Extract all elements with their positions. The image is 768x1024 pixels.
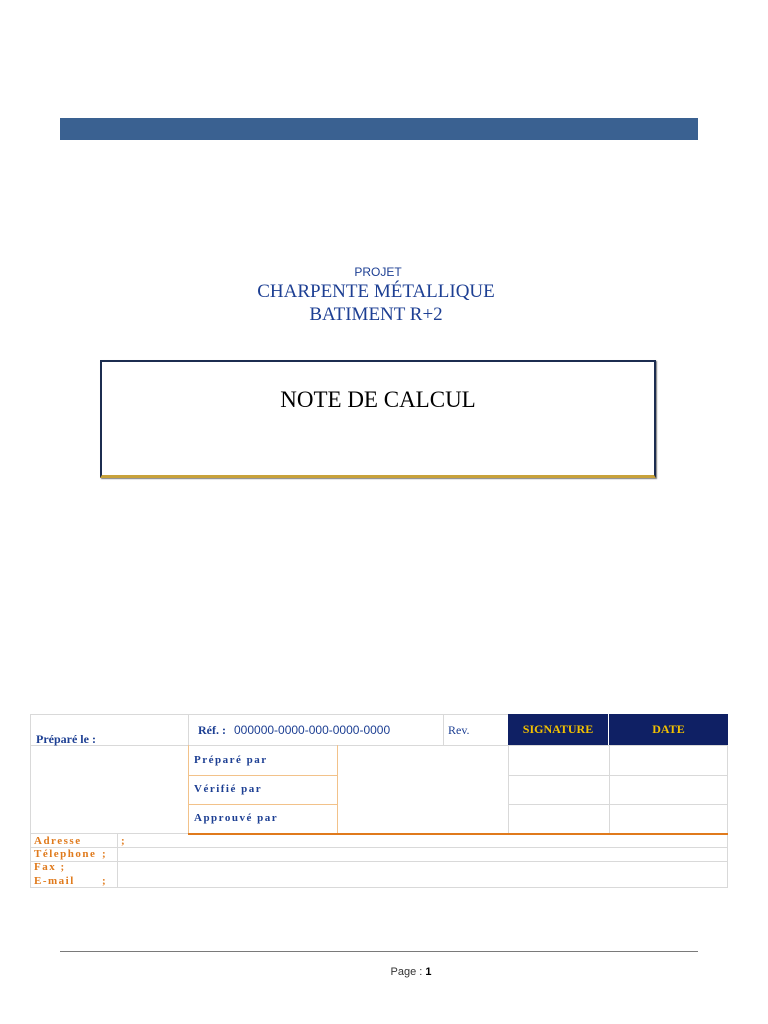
- table-col-divider: [188, 714, 189, 745]
- signature-column-header: SIGNATURE: [508, 714, 608, 745]
- note-title-box: [100, 360, 656, 478]
- table-border-top: [30, 714, 508, 715]
- role-approved-by: Approuvé par: [194, 812, 279, 824]
- phone-separator: ;: [102, 848, 106, 860]
- email-separator: ;: [102, 875, 106, 887]
- revision-label: Rev.: [448, 723, 470, 737]
- date-column-header: DATE: [609, 714, 728, 745]
- role-prepared-by: Préparé par: [194, 754, 268, 766]
- email-label: E-mail: [34, 875, 75, 887]
- project-subtitle: BATIMENT R+2: [309, 304, 443, 325]
- table-orange-divider: [188, 833, 728, 835]
- footer-divider: [60, 951, 698, 952]
- table-border-right: [727, 745, 728, 888]
- table-col-divider: [609, 745, 610, 833]
- table-col-divider: [508, 745, 509, 833]
- fax-label: Fax ;: [34, 861, 66, 873]
- ref-label: Réf. :: [198, 723, 226, 737]
- table-row-divider: [30, 745, 728, 746]
- project-label: PROJET: [354, 265, 402, 279]
- table-border-bottom: [30, 887, 728, 888]
- table-col-divider: [188, 745, 189, 833]
- table-col-divider: [337, 745, 338, 833]
- page-number: 1: [425, 966, 432, 978]
- project-title: CHARPENTE MÉTALLIQUE: [257, 281, 495, 302]
- document-title: NOTE DE CALCUL: [280, 387, 476, 412]
- address-label: Adresse: [34, 835, 82, 847]
- address-separator: ;: [121, 835, 125, 847]
- table-row-divider: [508, 804, 728, 805]
- table-row-divider: [30, 861, 728, 862]
- table-row-divider: [188, 804, 337, 805]
- table-row-divider: [30, 833, 188, 834]
- page-footer: [0, 966, 768, 978]
- table-row-divider: [188, 775, 337, 776]
- ref-value: 000000-0000-000-0000-0000: [234, 723, 391, 737]
- phone-label: Télephone: [34, 848, 97, 860]
- table-row-divider: [30, 847, 728, 848]
- prepared-on-label: Préparé le :: [36, 732, 96, 746]
- role-verified-by: Vérifié par: [194, 783, 263, 795]
- table-col-divider: [443, 714, 444, 745]
- table-row-divider: [508, 775, 728, 776]
- header-banner-bar: [60, 118, 698, 140]
- table-col-divider: [117, 833, 118, 887]
- signature-table: [30, 714, 728, 888]
- page-label: Page :: [390, 966, 423, 978]
